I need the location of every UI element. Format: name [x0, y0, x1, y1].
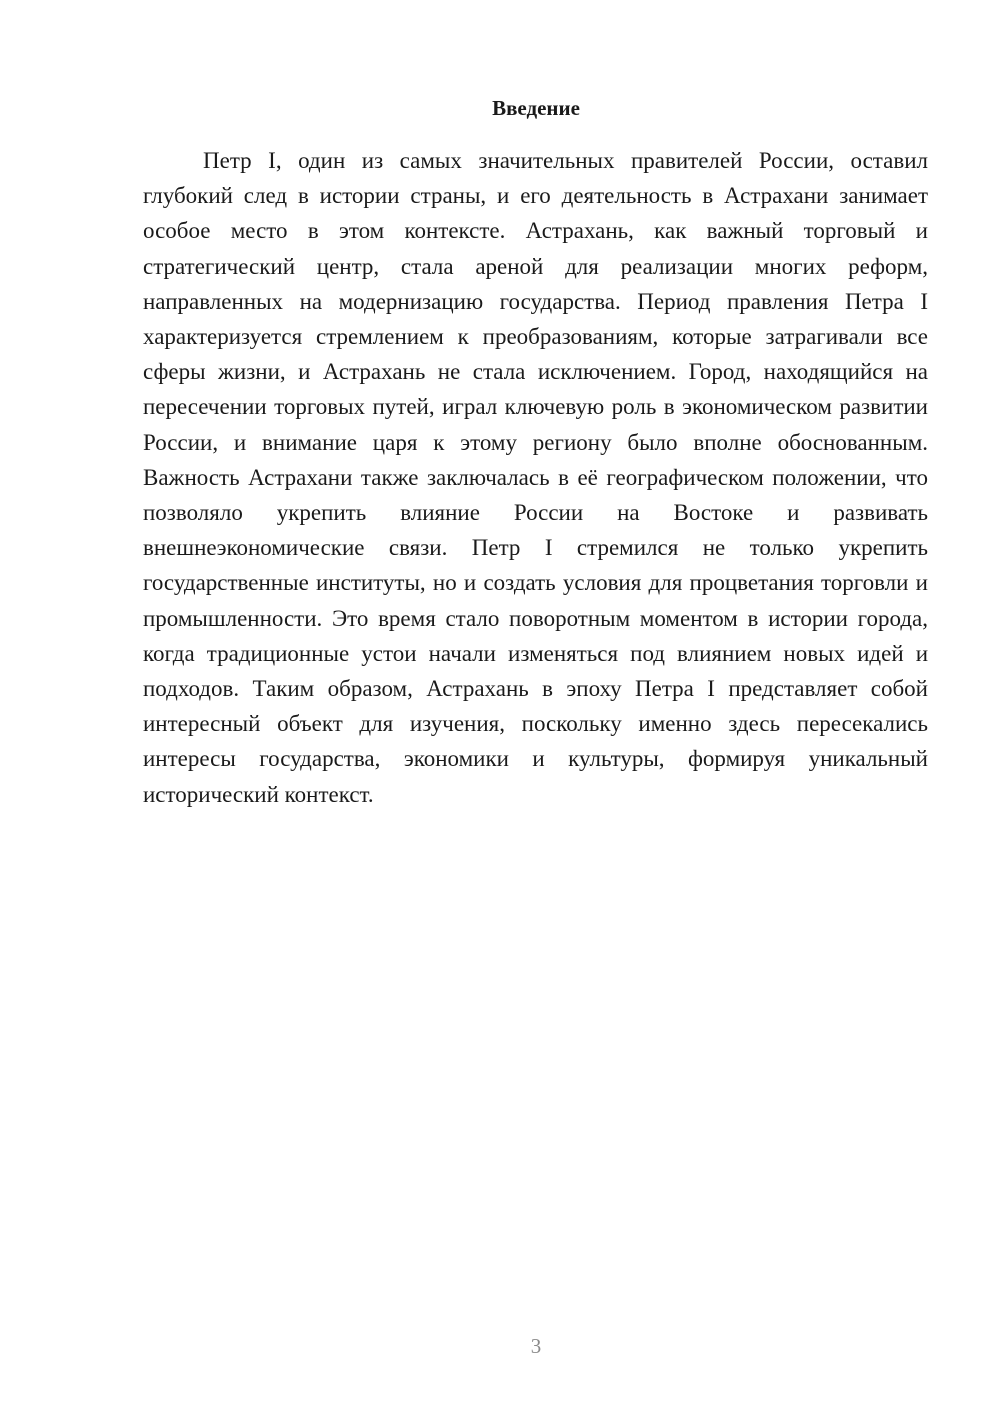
body-paragraph: Петр I, один из самых значительных правителей России, оставил глубокий след в истории страны, и его деятельность в Астрахани занимает особое место в этом контексте. Астрахань, как важный торговый и стратегический центр, стала ареной для реализации многих реформ, направленных на модернизацию государства. Период правления Петра I характеризуется стремлением к преобразованиям, которые затрагивали все сферы жизни, и Астрахань не стала исключением. Город, находящийся на пересечении торговых путей, играл ключевую роль в экономическом развитии России, и внимание царя к этому региону было вполне обоснованным. Важность Астрахани также заключалась в её географическом положении, что позволяло укрепить влияние России на Востоке и развивать внешнеэкономические связи. Петр I стремился не только укрепить государственные институты, но и создать условия для процветания торговли и промышленности. Это время стало поворотным моментом в истории города, когда традиционные устои начали изменяться под влиянием новых идей и подходов. Таким образом, Астрахань в эпоху Петра I представляет собой интересный объект для изучения, поскольку именно здесь пересекались интересы государства, экономики и культуры, формируя уникальный исторический контекст. — [143, 148, 928, 807]
section-heading: Введение — [492, 96, 580, 120]
page-number: 3 — [530, 1334, 542, 1358]
